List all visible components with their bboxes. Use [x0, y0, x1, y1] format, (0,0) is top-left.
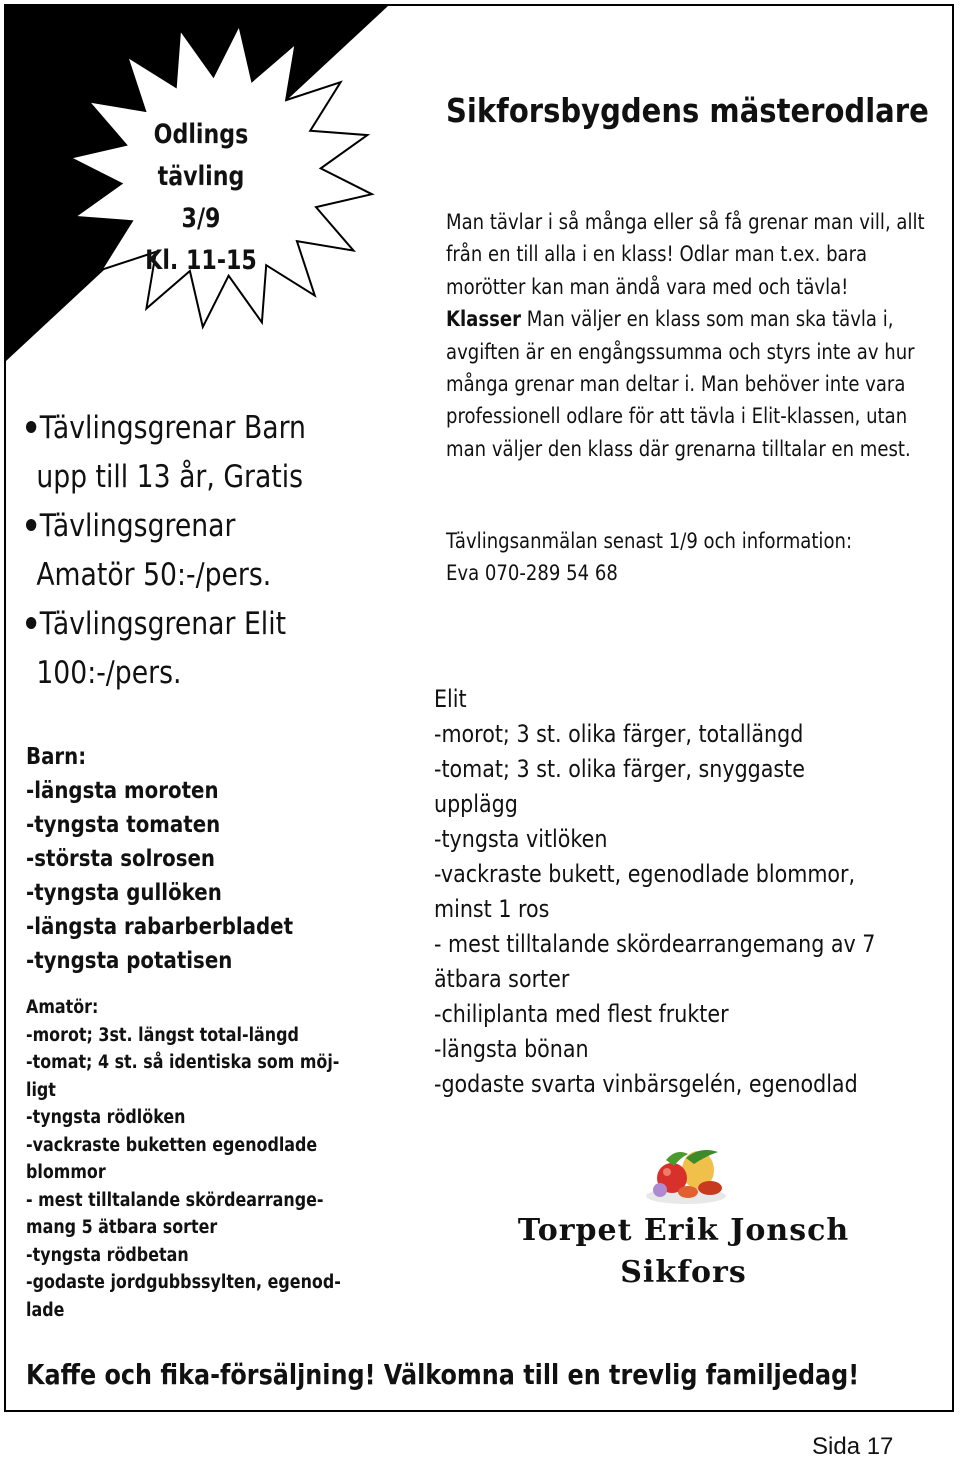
list-item: -tyngsta rödlöken — [26, 1107, 186, 1128]
intro-bold: Klasser — [446, 307, 522, 332]
vegetables-icon — [636, 1138, 736, 1208]
list-item: -morot; 3st. längst total-längd — [26, 1024, 299, 1046]
sponsor-location: Sikfors — [620, 1255, 747, 1290]
list-item: -tyngsta rödbetan — [26, 1244, 189, 1266]
list-item: blommor — [26, 1162, 106, 1183]
list-item: -vackraste bukett, egenodlade blommor, — [434, 860, 856, 888]
list-item: -vackraste buketten egenodlade — [26, 1134, 318, 1156]
list-item: ligt — [26, 1079, 56, 1101]
list-item: minst 1 ros — [434, 895, 550, 923]
sponsor-name — [511, 1210, 856, 1294]
list-item: -morot; 3 st. olika färger, totallängd — [434, 720, 804, 748]
contact-line: Eva 070-289 54 68 — [446, 561, 618, 585]
list-item: mang 5 ätbara sorter — [26, 1217, 218, 1238]
category-item: Tävlingsgrenar — [26, 502, 353, 551]
list-item: lade — [26, 1299, 65, 1321]
competition-badge-text — [131, 114, 270, 282]
sponsor-line: Torpet Erik Jonsch — [517, 1213, 850, 1248]
list-item: -godaste svarta vinbärsgelén, egenodlad — [434, 1070, 858, 1098]
list-item: -tyngsta tomaten — [26, 812, 221, 838]
intro-text: Man tävlar i så många eller så få grenar man vill, allt från en till alla i en klass! Odlar man t.ex. bara morötter kan man ändå vara med och tävla! — [446, 210, 925, 299]
list-item: -chiliplanta med flest frukter — [434, 1000, 729, 1028]
bullet-icon — [26, 421, 36, 433]
registration-line: Tävlingsanmälan senast 1/9 och information: — [446, 529, 853, 553]
section-heading: Barn: — [26, 744, 87, 770]
list-item: - mest tilltalande skördearrange- — [26, 1189, 324, 1211]
intro-paragraph — [446, 206, 928, 465]
category-price: 100:-/pers. — [36, 655, 182, 691]
badge-line: tävling — [157, 161, 245, 192]
barn-section — [26, 740, 310, 978]
registration-info — [446, 525, 928, 589]
list-item: -största solrosen — [26, 846, 216, 872]
list-item: -tomat; 3 st. olika färger, snyggaste — [434, 755, 805, 783]
list-item: -tyngsta gullöken — [26, 880, 222, 906]
amator-section — [26, 994, 353, 1324]
category-price: upp till 13 år, Gratis — [36, 459, 304, 495]
list-item: -längsta moroten — [26, 778, 219, 804]
page-frame — [4, 4, 954, 1412]
section-heading: Elit — [434, 685, 467, 713]
page-number: Sida 17 — [812, 1433, 894, 1460]
list-item: -längsta bönan — [434, 1035, 589, 1063]
category-item: Tävlingsgrenar Elit — [26, 600, 353, 649]
page-title: Sikforsbygdens mästerodlare — [446, 91, 929, 130]
elit-section — [434, 682, 916, 1102]
list-item: -tyngsta vitlöken — [434, 825, 608, 853]
list-item: -tomat; 4 st. så identiska som möj- — [26, 1052, 340, 1073]
bullet-icon — [26, 617, 36, 629]
category-item: Tävlingsgrenar Barn — [26, 404, 353, 453]
badge-line: Kl. 11-15 — [145, 245, 257, 276]
list-item: upplägg — [434, 790, 518, 818]
list-item: -tyngsta potatisen — [26, 948, 233, 974]
section-heading: Amatör: — [26, 997, 99, 1018]
category-price: Amatör 50:-/pers. — [36, 557, 272, 593]
list-item: -godaste jordgubbssylten, egenod- — [26, 1272, 341, 1293]
bullet-icon — [26, 519, 36, 531]
intro-text: Man väljer en klass som man ska tävla i, avgiften är en engångssumma och styrs inte av hur många grenar man deltar i. Man behöver inte vara professionell odlare för att tävla i Elit-klassen, utan man väljer den klass där grenarna tilltalar en mest. — [446, 307, 915, 461]
badge-line: 3/9 — [181, 203, 221, 234]
badge-line: Odlings — [153, 119, 249, 150]
category-list — [26, 404, 353, 698]
list-item: - mest tilltalande skördearrangemang av 7 — [434, 930, 876, 958]
list-item: -längsta rabarberbladet — [26, 914, 294, 940]
list-item: ätbara sorter — [434, 965, 570, 993]
footer-banner: Kaffe och fika-försäljning! Välkomna till en trevlig familjedag! — [26, 1358, 860, 1391]
